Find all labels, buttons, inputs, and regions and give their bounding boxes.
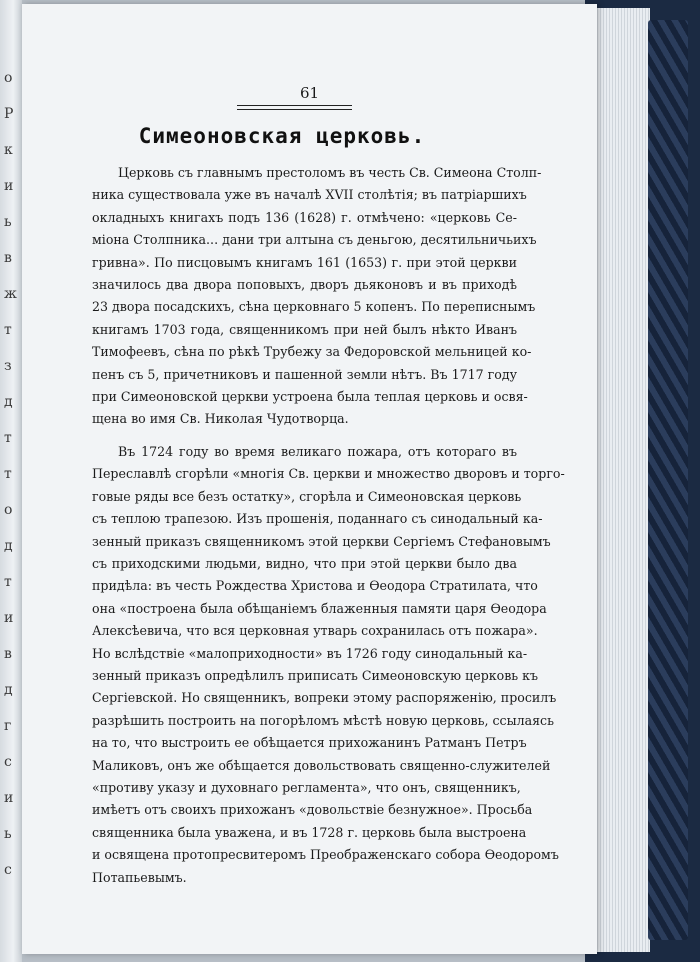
text-line: Потапьевымъ. xyxy=(92,869,187,885)
previous-page-fragment: т xyxy=(4,574,12,590)
text-line: 23 двора посадскихъ, сѣна церковнаго 5 копенъ. По переписнымъ xyxy=(92,299,536,315)
previous-page-fragment: и xyxy=(4,610,14,626)
previous-page-fragment: ь xyxy=(4,214,12,230)
previous-page-fragment: з xyxy=(4,358,12,374)
cover-pattern xyxy=(648,20,688,940)
text-line: Но вслѣдствіе «малоприходности» въ 1726 году синодальный ка- xyxy=(92,645,528,661)
previous-page-fragment: ь xyxy=(4,826,12,842)
previous-page-fragment: к xyxy=(4,142,13,158)
text-line: съ приходскими людьми, видно, что при этой церкви было два xyxy=(92,555,517,571)
text-line: она «построена была обѣщаніемъ блаженныя памяти царя Ѳеодора xyxy=(92,600,547,616)
text-line: разрѣшить построить на погорѣломъ мѣстѣ новую церковь, ссылаясь xyxy=(92,712,554,728)
text-line: священника была уважена, и въ 1728 г. церковь была выстроена xyxy=(92,824,527,840)
previous-page-fragment: т xyxy=(4,322,12,338)
previous-page-fragment: Р xyxy=(4,106,14,122)
text-line: на то, что выстроить ее обѣщается прихожанинъ Ратманъ Петръ xyxy=(92,735,527,751)
text-line: Алексѣевича, что вся церковная утварь сохранилась отъ пожара». xyxy=(92,623,538,639)
text-line: ника существовала уже въ началѣ XVII столѣтія; въ патріаршихъ xyxy=(92,187,527,203)
previous-page-fragment: о xyxy=(4,70,13,86)
text-line: имѣетъ отъ своихъ прихожанъ «довольствіе безнужное». Просьба xyxy=(92,802,533,818)
text-line: Сергіевской. Но священникъ, вопреки этому распоряженію, просилъ xyxy=(92,690,557,706)
text-line: щена во имя Св. Николая Чудотворца. xyxy=(92,411,349,427)
text-line: говые ряды все безъ остатку», сгорѣла и Симеоновская церковь xyxy=(92,488,522,504)
paragraph-gap xyxy=(92,431,517,441)
previous-page-fragment: в xyxy=(4,250,12,266)
previous-page-fragment: с xyxy=(4,862,12,878)
previous-page-edge xyxy=(0,0,22,962)
previous-page-fragment: т xyxy=(4,430,12,446)
page-body xyxy=(92,162,565,889)
text-line: Тимофеевъ, сѣна по рѣкѣ Трубежу за Федоровской мельницей ко- xyxy=(92,344,532,360)
text-line: Въ 1724 году во время великаго пожара, отъ котораго въ xyxy=(118,443,517,459)
text-line: гривна». По писцовымъ книгамъ 161 (1653) г. при этой церкви xyxy=(92,254,517,270)
text-line: книгамъ 1703 года, священникомъ при ней былъ нѣкто Иванъ xyxy=(92,321,517,337)
text-line: пенъ съ 5, причетниковъ и пашенной земли нѣтъ. Въ 1717 году xyxy=(92,366,517,382)
page-number: 61 xyxy=(299,84,320,102)
book-page xyxy=(22,4,597,954)
previous-page-fragment: с xyxy=(4,754,12,770)
text-line: окладныхъ книгахъ подъ 136 (1628) г. отмѣчено: «церковь Се- xyxy=(92,209,517,225)
text-line: съ теплою трапезою. Изъ прошенія, поданнаго съ синодальный ка- xyxy=(92,511,543,527)
previous-page-fragment: д xyxy=(4,538,13,554)
text-line: придѣла: въ честь Рождества Христова и Ѳеодора Стратилата, что xyxy=(92,578,538,594)
chapter-title: Симеоновская церковь. xyxy=(138,124,426,148)
text-line: міона Столпника... дани три алтына съ деньгою, десятильничьихъ xyxy=(92,232,537,248)
text-line: зенный приказъ опредѣлилъ приписать Симеоновскую церковь къ xyxy=(92,667,539,683)
header-rule xyxy=(237,105,352,110)
previous-page-fragment: д xyxy=(4,394,13,410)
text-line: Маликовъ, онъ же обѣщается довольствовать священно-служителей xyxy=(92,757,551,773)
text-line: зенный приказъ священникомъ этой церкви Сергіемъ Стефановымъ xyxy=(92,533,551,549)
text-line: Церковь съ главнымъ престоломъ въ честь Св. Симеона Столп- xyxy=(118,165,542,180)
previous-page-fragment: и xyxy=(4,178,14,194)
previous-page-fragment: и xyxy=(4,790,14,806)
text-line: и освящена протопресвитеромъ Преображенскаго собора Ѳеодоромъ xyxy=(92,847,559,863)
previous-page-fragment: о xyxy=(4,502,13,518)
previous-page-fragment: д xyxy=(4,682,13,698)
previous-page-fragment: в xyxy=(4,646,12,662)
previous-page-fragment: т xyxy=(4,466,12,482)
text-line: значилось два двора поповыхъ, дворъ дьяконовъ и въ приходѣ xyxy=(92,277,517,293)
text-line: при Симеоновской церкви устроена была теплая церковь и освя- xyxy=(92,389,528,405)
previous-page-fragment: г xyxy=(4,718,12,734)
text-line: Переславлѣ сгорѣли «многія Св. церкви и множество дворовъ и торго- xyxy=(92,466,565,482)
previous-page-fragment: ж xyxy=(4,286,17,302)
text-line: «противу указу и духовнаго регламента», что онъ, священникъ, xyxy=(92,779,521,795)
